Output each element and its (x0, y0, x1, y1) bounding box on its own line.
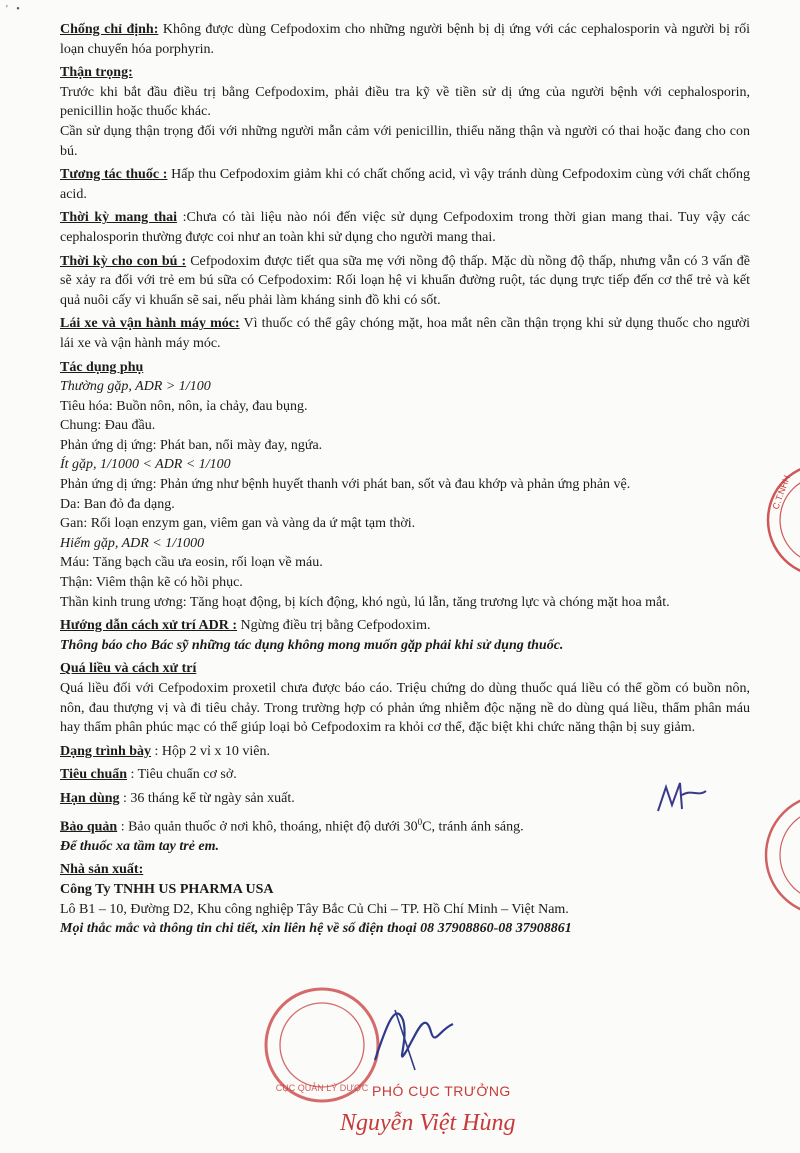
contraindication-section (60, 20, 750, 59)
official-seal (262, 985, 382, 1105)
expiry-section (60, 789, 750, 809)
side-effects-label: Tác dụng phụ (60, 359, 144, 375)
corner-mark: ' • (6, 4, 23, 15)
side-effects-rare-frequency: Hiếm gặp, ADR < 1/1000 (60, 535, 205, 551)
lactation-section (60, 252, 750, 311)
storage-text-a: : Bảo quản thuốc ở nơi khô, thoáng, nhiệt độ dưới 30 (117, 819, 418, 835)
initials-signature (652, 775, 712, 825)
adr-management-section (60, 616, 750, 636)
storage-section (60, 813, 750, 837)
storage-label: Bảo quản (60, 819, 118, 835)
side-effect-item: Phản ứng dị ứng: Phản ứng như bệnh huyết thanh với phát ban, sốt và đau khớp và phản ứng phản vệ. (60, 477, 631, 493)
side-effect-item: Thần kinh trung ương: Tăng hoạt động, bị kích động, khó ngủ, lú lẫn, tăng trương lực và chóng mặt hoa mắt. (60, 594, 670, 610)
side-effect-item: Phản ứng dị ứng: Phát ban, nổi mày đay, ngứa. (60, 437, 323, 453)
overdose-heading (60, 659, 750, 679)
contraindication-text: Không được dùng Cefpodoxim cho những người bệnh bị dị ứng với các cephalosporin và người bị rối loạn chuyển hóa porphyrin. (60, 22, 751, 57)
side-effects-heading (60, 358, 750, 378)
lactation-text: Cefpodoxim được tiết qua sữa mẹ với nồng độ thấp. Mặc dù nồng độ thấp, nhưng vẫn có 3 vấn đề sẽ xảy ra đối với trẻ em bú sữa có Cefpodoxim: Rối loạn hệ vi khuẩn đường ruột, tác dụng trực tiếp đến cơ thể trẻ và kết quả nuôi cấy vi khuẩn sẽ sai, nếu phải làm kháng sinh đồ khi có sốt. (60, 253, 750, 308)
pregnancy-text: :Chưa có tài liệu nào nói đến việc sử dụng Cefpodoxim trong thời gian mang thai. Tuy vậy các cephalosporin thường được coi như an toàn khi sử dụng cho người mang thai. (60, 210, 750, 245)
signatory-name: Nguyễn Việt Hùng (340, 1110, 516, 1136)
partial-stamp-right-lower (748, 790, 800, 920)
overdose-text: Quá liều đối với Cefpodoxim proxetil chưa được báo cáo. Triệu chứng do dùng thuốc quá liều có thể gồm có buồn nôn, nôn, đau thượng vị và đi tiêu chảy. Trong trường hợp có phản ứng nhiễm độc nặng nề do dùng quá liều, thẩm phân máu hay thẩm phân phúc mạc có thể giúp loại bỏ Cefpodoxim ra khỏi cơ thể, đặc biệt khi chức năng thận bị suy giảm. (60, 681, 750, 736)
side-effect-item: Gan: Rối loạn enzym gan, viêm gan và vàng da ứ mật tạm thời. (60, 516, 416, 532)
expiry-label: Hạn dùng (60, 790, 120, 806)
driving-label: Lái xe và vận hành máy móc: (60, 316, 240, 332)
side-effect-item: Chung: Đau đầu. (60, 418, 156, 434)
storage-warning: Để thuốc xa tầm tay trẻ em. (60, 838, 220, 854)
manufacturer-label: Nhà sản xuất: (60, 862, 144, 878)
side-effects-uncommon-frequency: Ít gặp, 1/1000 < ADR < 1/100 (60, 457, 231, 473)
pregnancy-section (60, 208, 750, 247)
interactions-label: Tương tác thuốc : (60, 167, 168, 183)
pregnancy-label: Thời kỳ mang thai (60, 210, 178, 226)
side-effect-item: Máu: Tăng bạch cầu ưa eosin, rối loạn về máu. (60, 555, 323, 571)
adr-management-text: Ngừng điều trị bằng Cefpodoxim. (237, 618, 431, 634)
handwritten-signature (365, 990, 460, 1080)
partial-stamp-right-upper (758, 460, 800, 580)
manufacturer-company: Công Ty TNHH US PHARMA USA (60, 882, 274, 897)
manufacturer-heading (60, 860, 750, 880)
side-effect-item: Tiêu hóa: Buồn nôn, nôn, ỉa chảy, đau bụng. (60, 398, 308, 414)
adr-management-label: Hướng dẫn cách xử trí ADR : (60, 618, 238, 634)
presentation-label: Dạng trình bày (60, 743, 152, 759)
standard-section (60, 765, 750, 785)
adr-notice: Thông báo cho Bác sỹ những tác dụng không mong muốn gặp phải khi sử dụng thuốc. (60, 637, 564, 653)
overdose-label: Quá liều và cách xử trí (60, 661, 197, 677)
standard-label: Tiêu chuẩn (60, 767, 128, 783)
driving-text: Vì thuốc có thể gây chóng mặt, hoa mắt nên cần thận trọng khi sử dụng thuốc cho người lái xe và vận hành máy móc. (60, 316, 750, 351)
seal-text: CỤC QUẢN LÝ DƯỢC (275, 1083, 369, 1093)
side-effect-item: Thận: Viêm thận kẽ có hồi phục. (60, 575, 243, 591)
precautions-paragraph-2: Cần sử dụng thận trọng đối với những người mẫn cảm với penicillin, thiểu năng thận và người có thai hoặc đang cho con bú. (60, 123, 750, 159)
standard-text: : Tiêu chuẩn cơ sở. (127, 767, 237, 783)
precautions-paragraph-1: Trước khi bắt đầu điều trị bằng Cefpodoxim, phải điều tra kỹ về tiền sử dị ứng của người bệnh với cephalosporin, penicillin hoặc thuốc khác. (60, 84, 750, 120)
right-seal-text: C.T.NHH (770, 473, 793, 511)
presentation-text: : Hộp 2 vỉ x 10 viên. (151, 743, 271, 759)
lactation-label: Thời kỳ cho con bú : (60, 253, 187, 269)
expiry-text: : 36 tháng kể từ ngày sản xuất. (119, 790, 295, 806)
signatory-title: PHÓ CỤC TRƯỞNG (372, 1083, 511, 1099)
interactions-text: Hấp thu Cefpodoxim giảm khi có chất chống acid, vì vậy tránh dùng Cefpodoxim cùng với chất chống acid. (60, 167, 750, 202)
storage-degree-superscript: 0 (417, 816, 423, 827)
precautions-label: Thận trọng: (60, 65, 133, 81)
side-effects-common-frequency: Thường gặp, ADR > 1/100 (60, 379, 211, 395)
manufacturer-contact: Mọi thắc mắc và thông tin chi tiết, xin liên hệ về số điện thoại 08 37908860-08 37908861 (60, 921, 572, 937)
interactions-section (60, 165, 750, 204)
precautions-heading (60, 63, 750, 83)
driving-section (60, 314, 750, 353)
presentation-section (60, 742, 750, 762)
manufacturer-address: Lô B1 – 10, Đường D2, Khu công nghiệp Tây Bắc Củ Chi – TP. Hồ Chí Minh – Việt Nam. (60, 901, 569, 917)
document-body (60, 20, 750, 939)
side-effect-item: Da: Ban đỏ đa dạng. (60, 496, 175, 512)
contraindication-label: Chống chỉ định: (60, 22, 159, 37)
storage-text-b: C, tránh ánh sáng. (422, 819, 524, 835)
